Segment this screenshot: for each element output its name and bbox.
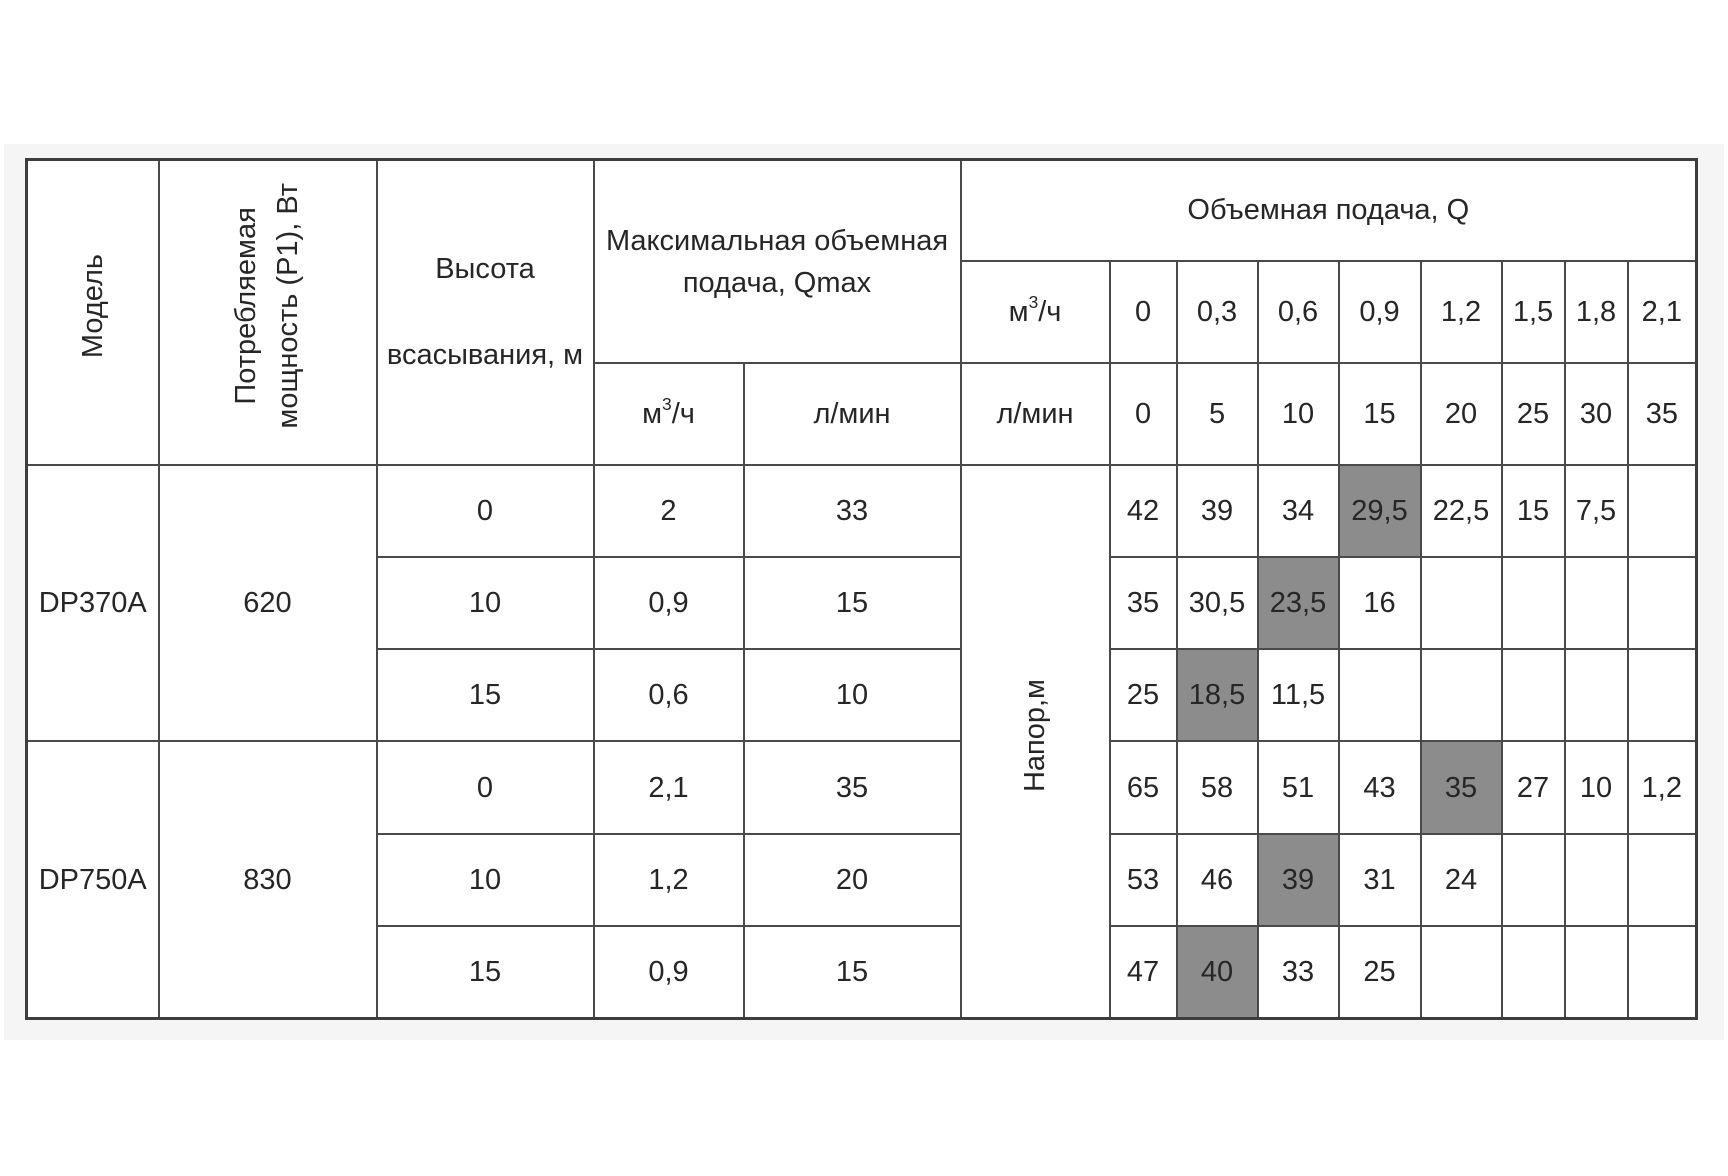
flow-lmin-value: 30 — [1565, 363, 1628, 464]
suction-height: 10 — [377, 834, 594, 926]
head-value — [1628, 649, 1697, 741]
head-value — [1421, 557, 1502, 649]
qmax-m3h: 2,1 — [594, 741, 744, 833]
head-value — [1565, 557, 1628, 649]
header-qmax-line2: подача, Qmax — [682, 266, 872, 299]
suction-height: 15 — [377, 926, 594, 1018]
model-power: 830 — [159, 741, 377, 1018]
header-qmax-line1: Максимальная объемная — [605, 224, 949, 257]
suction-height: 0 — [377, 741, 594, 833]
qmax-lmin: 20 — [744, 834, 961, 926]
header-qmax — [594, 160, 961, 364]
flow-m3h-value: 0 — [1110, 261, 1177, 363]
flow-lmin-value: 15 — [1339, 363, 1421, 464]
head-value: 23,5 — [1258, 557, 1339, 649]
flow-m3h-value: 1,8 — [1565, 261, 1628, 363]
flow-m3h-value: 0,3 — [1177, 261, 1258, 363]
header-qmax-unit-lmin: л/мин — [744, 363, 961, 464]
flow-lmin-value: 5 — [1177, 363, 1258, 464]
flow-m3h-value: 0,9 — [1339, 261, 1421, 363]
head-value: 15 — [1502, 465, 1565, 557]
head-value: 35 — [1421, 741, 1502, 833]
head-value: 16 — [1339, 557, 1421, 649]
header-qmax-unit-m3h: $м^3/ч$ — [594, 363, 744, 464]
head-label-cell — [961, 465, 1110, 1019]
head-value: 31 — [1339, 834, 1421, 926]
head-value — [1565, 834, 1628, 926]
flow-m3h-value: 1,2 — [1421, 261, 1502, 363]
head-value — [1421, 926, 1502, 1018]
qmax-m3h: 0,6 — [594, 649, 744, 741]
suction-height: 15 — [377, 649, 594, 741]
qmax-m3h: 0,9 — [594, 557, 744, 649]
head-value — [1421, 649, 1502, 741]
qmax-lmin: 15 — [744, 926, 961, 1018]
head-value: 53 — [1110, 834, 1177, 926]
qmax-lmin: 33 — [744, 465, 961, 557]
header-power-label: Потребляемая мощность (Р1), Вт — [230, 183, 305, 430]
header-flow: Объемная подача, Q — [961, 160, 1697, 261]
header-model — [27, 160, 159, 465]
head-value: 40 — [1177, 926, 1258, 1018]
qmax-m3h: 0,9 — [594, 926, 744, 1018]
head-value: 30,5 — [1177, 557, 1258, 649]
head-value: 18,5 — [1177, 649, 1258, 741]
header-suction-line2: всасывания, м — [386, 339, 584, 372]
head-value — [1502, 649, 1565, 741]
head-value: 1,2 — [1628, 741, 1697, 833]
head-value — [1628, 834, 1697, 926]
flow-lmin-value: 0 — [1110, 363, 1177, 464]
qmax-lmin: 15 — [744, 557, 961, 649]
table-row — [27, 465, 1697, 557]
suction-height: 0 — [377, 465, 594, 557]
head-value: 33 — [1258, 926, 1339, 1018]
head-value: 27 — [1502, 741, 1565, 833]
flow-lmin-value: 20 — [1421, 363, 1502, 464]
head-value: 47 — [1110, 926, 1177, 1018]
pump-spec-table — [25, 158, 1698, 1020]
suction-height: 10 — [377, 557, 594, 649]
flow-lmin-value: 35 — [1628, 363, 1697, 464]
qmax-m3h: 1,2 — [594, 834, 744, 926]
head-value — [1502, 926, 1565, 1018]
head-value: 65 — [1110, 741, 1177, 833]
model-power: 620 — [159, 465, 377, 742]
header-power — [159, 160, 377, 465]
flow-m3h-value: 1,5 — [1502, 261, 1565, 363]
head-value — [1339, 649, 1421, 741]
head-value: 22,5 — [1421, 465, 1502, 557]
header-model-label: Модель — [76, 254, 109, 359]
head-label: Напор,м — [1018, 678, 1051, 792]
head-value: 51 — [1258, 741, 1339, 833]
qmax-m3h: 2 — [594, 465, 744, 557]
flow-m3h-value: 2,1 — [1628, 261, 1697, 363]
header-row-1 — [27, 160, 1697, 261]
head-value — [1628, 465, 1697, 557]
head-value: 35 — [1110, 557, 1177, 649]
qmax-lmin: 35 — [744, 741, 961, 833]
head-value: 25 — [1110, 649, 1177, 741]
head-value — [1565, 926, 1628, 1018]
head-value: 24 — [1421, 834, 1502, 926]
header-suction — [377, 160, 594, 465]
qmax-lmin: 10 — [744, 649, 961, 741]
header-unit-lmin: л/мин — [961, 363, 1110, 464]
head-value — [1502, 557, 1565, 649]
head-value: 29,5 — [1339, 465, 1421, 557]
head-value: 39 — [1177, 465, 1258, 557]
head-value: 42 — [1110, 465, 1177, 557]
head-value — [1565, 649, 1628, 741]
flow-lmin-value: 10 — [1258, 363, 1339, 464]
head-value: 7,5 — [1565, 465, 1628, 557]
model-name: DP750A — [27, 741, 159, 1018]
flow-lmin-value: 25 — [1502, 363, 1565, 464]
head-value: 34 — [1258, 465, 1339, 557]
head-value: 25 — [1339, 926, 1421, 1018]
head-value — [1502, 834, 1565, 926]
head-value: 11,5 — [1258, 649, 1339, 741]
table-row — [27, 741, 1697, 833]
head-value — [1628, 557, 1697, 649]
head-value: 58 — [1177, 741, 1258, 833]
head-value — [1628, 926, 1697, 1018]
head-value: 43 — [1339, 741, 1421, 833]
model-name: DP370A — [27, 465, 159, 742]
head-value: 46 — [1177, 834, 1258, 926]
header-unit-m3h: $м^3/ч$ — [961, 261, 1110, 363]
head-value: 39 — [1258, 834, 1339, 926]
flow-m3h-value: 0,6 — [1258, 261, 1339, 363]
head-value: 10 — [1565, 741, 1628, 833]
header-suction-line1: Высота — [435, 253, 535, 286]
